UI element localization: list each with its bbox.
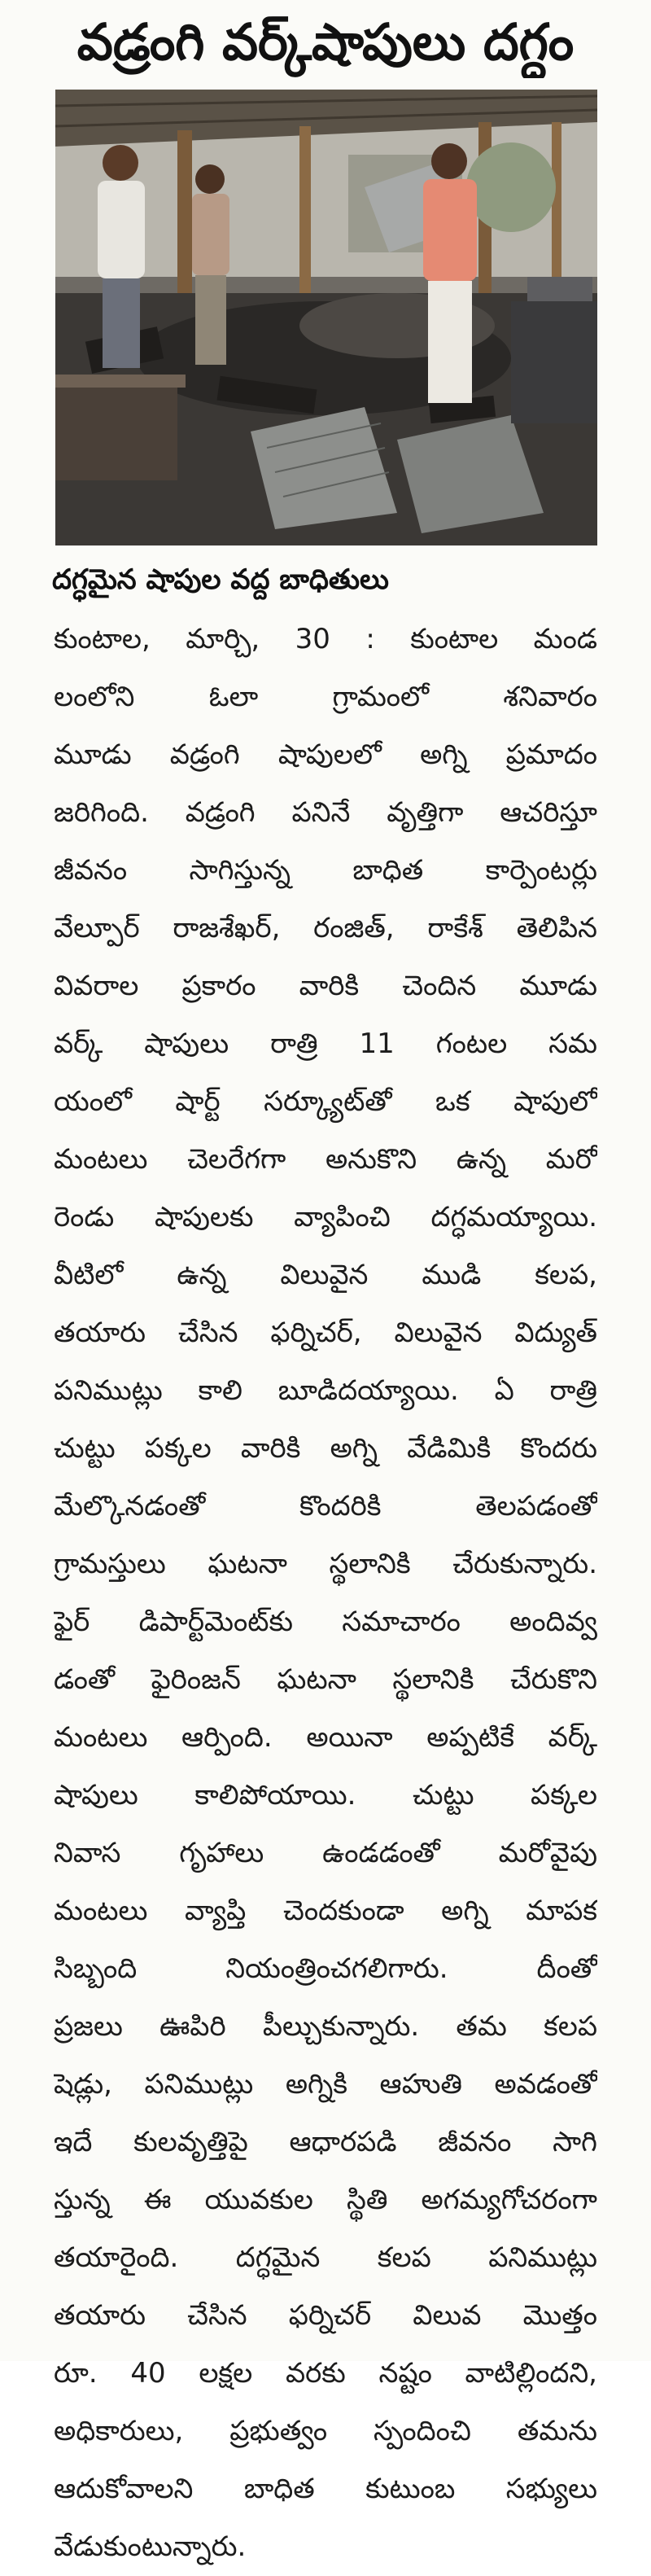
article-line: మూడు వడ్రంగి షాపులలో అగ్ని ప్రమాదం: [54, 738, 597, 771]
article-line: మంటలు చెలరేగగా అనుకొని ఉన్న మరో: [54, 1143, 597, 1176]
article-line: తయారు చేసిన ఫర్నిచర్, విలువైన విద్యుత్: [54, 1316, 597, 1349]
article-line: గ్రామస్తులు ఘటనా స్థలానికి చేరుకున్నారు.: [54, 1548, 597, 1580]
article-line: లంలోని ఓలా గ్రామంలో శనివారం: [54, 681, 597, 713]
article-line: చుట్టు పక్కల వారికి అగ్ని వేడిమికి కొందరు: [54, 1432, 597, 1465]
news-photo: [55, 90, 597, 545]
article-line: ఇదే కులవృత్తిపై ఆధారపడి జీవనం సాగి: [54, 2126, 597, 2158]
article-line: సిబ్బంది నియంత్రించగలిగారు. దీంతో: [54, 1952, 597, 1985]
article-line: జరిగింది. వడ్రంగి పనినే వృత్తిగా ఆచరిస్తూ: [54, 796, 597, 829]
article-line: షాపులు కాలిపోయాయి. చుట్టు పక్కల: [54, 1779, 597, 1812]
article-line: రెండు షాపులకు వ్యాపించి దగ్ధమయ్యాయి.: [54, 1201, 597, 1233]
article-line: షెడ్లు, పనిముట్లు అగ్నికి ఆహుతి అవడంతో: [54, 2068, 597, 2101]
article-line: రూ. 40 లక్షల వరకు నష్టం వాటిల్లిందని,: [54, 2357, 597, 2390]
article-line: కుంటాల, మార్చి, 30 : కుంటాల మండ: [54, 623, 597, 655]
article-line: వీటిలో ఉన్న విలువైన ముడి కలప,: [54, 1259, 597, 1291]
article-line: వేల్పూర్ రాజశేఖర్, రంజిత్, రాకేశ్ తెలిపిన: [54, 912, 597, 944]
article-line: డంతో ఫైరింజన్ ఘటనా స్థలానికి చేరుకొని: [54, 1663, 597, 1696]
headline: వడ్రంగి వర్క్‌షాపులు దగ్ధం: [76, 12, 575, 72]
article-line: నివాస గృహాలు ఉండడంతో మరోవైపు: [54, 1837, 597, 1869]
article-line: వేడుకుంటున్నారు.: [54, 2530, 247, 2563]
article-line: జీవనం సాగిస్తున్న బాధిత కార్పెంటర్లు: [54, 854, 597, 887]
article-line: ప్రజలు ఊపిరి పీల్చుకున్నారు. తమ కలప: [54, 2010, 597, 2043]
article-line: స్తున్న ఈ యువకుల స్థితి అగమ్యగోచరంగా: [54, 2184, 597, 2216]
photo-caption: దగ్ధమైన షాపుల వద్ద బాధితులు: [52, 563, 389, 596]
article-body: [54, 611, 597, 2576]
article-line: ఆదుకోవాలని బాధిత కుటుంబ సభ్యులు: [54, 2473, 597, 2505]
article-line: ఫైర్ డిపార్ట్‌మెంట్‌కు సమాచారం అందివ్వ: [54, 1606, 597, 1638]
article-line: మంటలు ఆర్పింది. అయినా అప్పటికే వర్క్: [54, 1721, 597, 1754]
article-line: అధికారులు, ప్రభుత్వం స్పందించి తమను: [54, 2415, 597, 2447]
article-line: వివరాల ప్రకారం వారికి చెందిన మూడు: [54, 970, 597, 1002]
article-line: తయారు చేసిన ఫర్నిచర్ విలువ మొత్తం: [54, 2299, 597, 2332]
article-line: మేల్కొనడంతో కొందరికి తెలపడంతో: [54, 1490, 597, 1522]
article-line: తయారైంది. దగ్ధమైన కలప పనిముట్లు: [54, 2241, 597, 2274]
article-line: యంలో షార్ట్ సర్క్యూట్‌తో ఒక షాపులో: [54, 1085, 597, 1118]
article-line: మంటలు వ్యాప్తి చెందకుండా అగ్ని మాపక: [54, 1895, 597, 1927]
article-line: వర్క్ షాపులు రాత్రి 11 గంటల సమ: [54, 1027, 597, 1060]
article-line: పనిముట్లు కాలి బూడిదయ్యాయి. ఏ రాత్రి: [54, 1374, 597, 1407]
